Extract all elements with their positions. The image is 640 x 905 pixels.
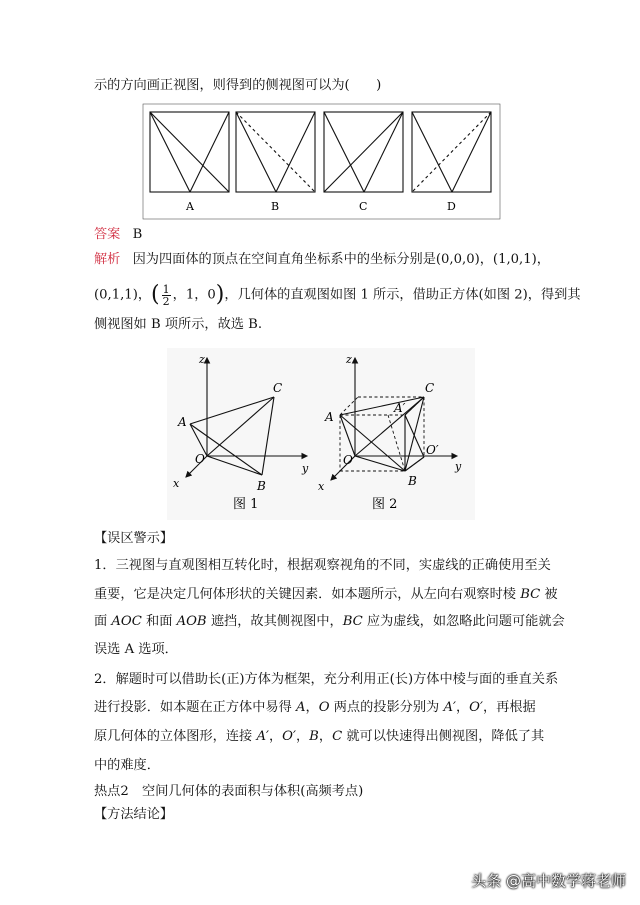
fraction-numerator: 1 — [162, 282, 170, 296]
warning-p1-line3d: 应为虚线，如忽略此问题可能就会 — [362, 614, 565, 629]
answer-value: B — [132, 227, 143, 242]
fig1-b-label: B — [257, 479, 266, 493]
option-label-d: D — [447, 200, 456, 213]
fig2-x-label: x — [318, 480, 325, 493]
point-a: A — [296, 700, 306, 715]
warning-p2-line2d: ， — [455, 700, 470, 715]
fig1-o-label: O — [195, 452, 205, 466]
analysis-line-2 — [94, 282, 581, 309]
warning-p1-line3b: 和面 — [141, 614, 177, 629]
option-d-figure — [412, 112, 491, 192]
warning-p2-line3c: ， — [295, 729, 310, 744]
figures-1-2 — [0, 340, 640, 520]
warning-p2-line1: 2．解题时可以借助长(正)方体为框架，充分利用正(长)方体中棱与面的垂直关系 — [94, 672, 559, 687]
fig2-o-prime-label: O′ — [426, 443, 439, 457]
point-a-prime: A′ — [443, 700, 456, 715]
option-a-figure — [150, 112, 229, 192]
warning-p1-line4: 误选 A 选项． — [94, 642, 178, 657]
warning-p2-line2a: 进行投影．如本题在正方体中易得 — [94, 700, 297, 715]
point-a-prime-2: A′ — [256, 729, 269, 744]
fig2-b-label: B — [408, 474, 417, 488]
face-aob: AOB — [176, 614, 207, 629]
warning-p2-line3b: ， — [268, 729, 283, 744]
option-label-c: C — [359, 200, 368, 213]
method-title: 【方法结论】 — [94, 807, 174, 822]
right-paren: ) — [215, 282, 225, 307]
fig2-a-prime-label: A′ — [394, 401, 406, 415]
face-aoc: AOC — [111, 614, 142, 629]
warning-p2-line2b: ， — [305, 700, 319, 715]
option-b-figure — [236, 112, 315, 192]
warning-p2-line3e: 就可以快速得出侧视图，降低了其 — [342, 729, 545, 744]
option-c-figure — [324, 112, 403, 192]
fig2-caption: 图 2 — [372, 497, 398, 512]
warning-p2-line2e: ，再根据 — [482, 700, 536, 715]
fig1-c-label: C — [273, 381, 283, 395]
warning-title: 【误区警示】 — [94, 531, 174, 546]
fig2-o-label: O — [343, 453, 353, 467]
watermark: 头条 @高中数学蒋老师 — [471, 872, 626, 890]
edge-bc: BC — [520, 587, 541, 602]
analysis-text-2a: (0,1,1)， — [94, 287, 152, 303]
fig1-a-label: A — [178, 415, 187, 429]
warning-p2-line3a: 原几何体的立体图形，连接 — [94, 729, 257, 744]
fig1-x-label: x — [173, 477, 180, 490]
option-label-a: A — [186, 200, 194, 213]
point-o-prime-2: O′ — [282, 729, 296, 744]
warning-p1-line2b: 被 — [540, 587, 558, 602]
point-b: B — [309, 729, 319, 744]
analysis-text-2c: ，几何体的直观图如图 1 所示，借助正方体(如图 2)，得到其 — [224, 287, 581, 303]
option-label-b: B — [271, 200, 280, 213]
warning-p2-line3d: ， — [318, 729, 333, 744]
point-o-prime: O′ — [469, 700, 483, 715]
fig1-z-label: z — [199, 353, 205, 366]
warning-p2-line2c: 两点的投影分别为 — [329, 700, 444, 715]
fig2-y-label: y — [455, 460, 462, 473]
left-paren: ( — [151, 282, 160, 307]
warning-p1-line2a: 重要，它是决定几何体形状的关键因素．如本题所示，从左向右观察时棱 — [94, 587, 521, 602]
analysis-line-1 — [94, 251, 550, 269]
hotspot-heading: 热点2 空间几何体的表面积与体积(高频考点) — [94, 784, 364, 799]
warning-p2-line2 — [94, 699, 536, 717]
fraction-denominator: 2 — [162, 294, 170, 308]
warning-p1-line3 — [94, 613, 565, 631]
point-o: O — [318, 700, 330, 715]
warning-p1-line1: 1．三视图与直观图相互转化时，根据观察视角的不同，实虚线的正确使用至关 — [94, 558, 551, 573]
warning-p1-line2 — [94, 586, 558, 604]
answer-line — [94, 226, 142, 244]
analysis-line-3: 侧视图如 B 项所示，故选 B. — [94, 317, 263, 332]
option-figures — [0, 0, 640, 230]
point-c: C — [332, 729, 343, 744]
analysis-label: 解析 — [94, 252, 121, 267]
fig2-z-label: z — [346, 353, 352, 366]
fig2-c-label: C — [425, 381, 435, 395]
fig1-y-label: y — [302, 462, 309, 475]
analysis-text-1: 因为四面体的顶点在空间直角坐标系中的坐标分别是(0,0,0)，(1,0,1)， — [132, 252, 550, 267]
edge-bc-2: BC — [342, 614, 363, 629]
fig2-a-label: A — [325, 410, 334, 424]
answer-label: 答案 — [94, 227, 121, 242]
analysis-text-2b: ，1，0 — [172, 287, 216, 303]
fig1-caption: 图 1 — [233, 497, 259, 512]
warning-p2-line3 — [94, 728, 544, 746]
warning-p1-line3a: 面 — [94, 614, 112, 629]
fraction — [162, 284, 171, 307]
warning-p2-line4: 中的难度． — [94, 758, 160, 773]
warning-p1-line3c: 遮挡，故其侧视图中， — [206, 614, 343, 629]
question-text: 示的方向画正视图，则得到的侧视图可以为( ) — [94, 78, 382, 93]
